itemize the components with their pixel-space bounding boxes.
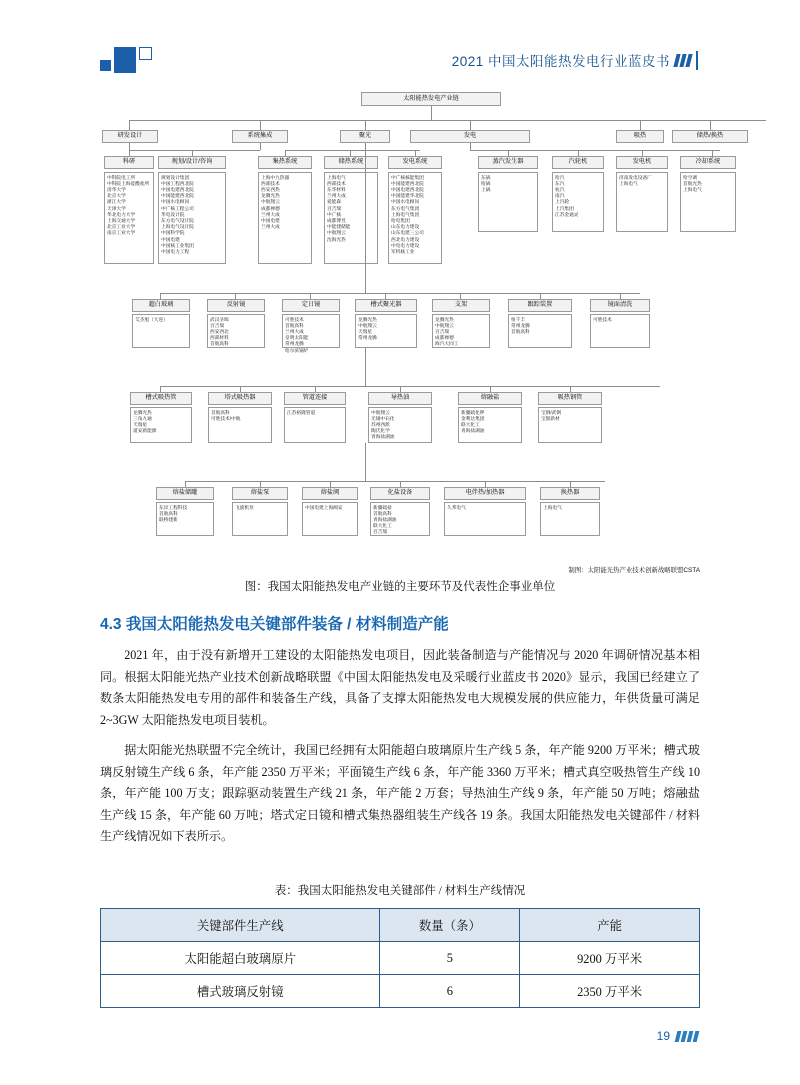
diagram-list-jire: 上海中九热器 西部技术 西安西热 龙腾光热 中航翔云 成都禅德 兰州大成 中国电建 兰州大成 xyxy=(258,172,312,264)
body-text xyxy=(100,645,700,857)
slash-bars-icon xyxy=(676,1031,700,1042)
diagram-credit: 制图：太阳能光热产业技术创新战略联盟CSTA xyxy=(568,567,700,574)
page-footer xyxy=(657,1029,700,1043)
diagram-l4-node-1: 塔式吸热器 xyxy=(208,392,272,405)
diagram-list-keyan: 中科院电工所 中科院上海硅酸盐所 清华大学 北京大学 浙江大学 天津大学 华北电力大学 上海交通大学 北京工业大学 南京工业大学 xyxy=(104,172,154,264)
table-header-cell-1: 数量（条） xyxy=(380,909,520,942)
book-logo-icon xyxy=(100,46,152,73)
diagram-l3-node-1: 反射镜 xyxy=(207,299,265,312)
diagram-list-qilun: 哈汽 东汽 杭汽 南汽 上汽轮 上汽集团 江苏金通灵 xyxy=(552,172,604,232)
diagram-l5-node-5: 换热器 xyxy=(540,487,600,500)
diagram-list-rongrong: 新疆硫化钾 金利达集团 联大化工 青海盐湖油 xyxy=(458,407,522,443)
diagram-l4-node-4: 熔融盐 xyxy=(458,392,522,405)
table-caption: 表：我国太阳能热发电关键部件 / 材料生产线情况 xyxy=(274,885,526,897)
diagram-list-lengque: 哈空调 首航光热 上海电气 xyxy=(680,172,736,232)
page-number: 19 xyxy=(656,1029,670,1043)
diagram-list-cao-xr: 龙腾光热 三角九通 天瑞星 道安新能源 xyxy=(130,407,192,443)
figure-caption: 图：我国太阳能热发电产业链的主要环节及代表性企事业单位 xyxy=(244,581,556,593)
diagram-l1-node-2: 聚光 xyxy=(340,130,390,143)
diagram-list-huanre: 上海电气 xyxy=(540,502,600,536)
diagram-list-chure: 上海电气 西部技术 东华材料 兰州大成 爱能森 百吉瑞 中广核 成都博昱 中能建储能 中航翔云 沈海光热 xyxy=(324,172,378,264)
diagram-list-chaobai: 艾杰旭（大连） xyxy=(132,314,190,348)
diagram-l4-node-0: 槽式吸热管 xyxy=(130,392,192,405)
diagram-list-dianban: 久邦电气 xyxy=(444,502,526,536)
diagram-l4-node-2: 管道连接 xyxy=(284,392,346,405)
diagram-list-zhengqi: 东锅 哈锅 上锅 xyxy=(478,172,538,232)
table-row xyxy=(101,942,700,975)
diagram-l4-node-3: 导热油 xyxy=(368,392,432,405)
diagram-l2-node-0: 科研 xyxy=(104,156,154,169)
diagram-list-jingmian: 可胜技术 xyxy=(590,314,650,348)
diagram-l2-node-7: 发电机 xyxy=(616,156,668,169)
diagram-list-gangguan: 宝钢/武钢 宝银新材 xyxy=(538,407,602,443)
table-cell-name: 太阳能超白玻璃原片 xyxy=(101,942,380,975)
diagram-list-genzong: 恒千丰 常州龙腾 首航高科 xyxy=(508,314,572,348)
paragraph-1: 2021 年，由于没有新增开工建设的太阳能热发电项目，因此装备制造与产能情况与 2020 年调研情况基本相同。根据太阳能光热产业技术创新战略联盟《中国太阳能热发电及采暖行业蓝皮书 2020》显示，我国已经建立了数条太阳能热发电专用的部件和装备生产线，具备了支撑太阳能热发电大规模发展的供应能力，年供货量可满足 2~3GW 太阳能热发电项目装机。 xyxy=(100,648,700,727)
diagram-list-fadianji: 济南发电设备厂 上海电气 xyxy=(616,172,668,232)
diagram-list-guandao: 江苏裕隆管道 xyxy=(284,407,346,443)
diagram-l1-node-3: 发电 xyxy=(410,130,530,143)
diagram-l5-node-4: 电伴热/加热器 xyxy=(444,487,526,500)
diagram-list-dingri: 可胜技术 首航高科 兰州大成 皇明太阳能 常州龙腾 哈尔滨锅炉 xyxy=(282,314,340,348)
diagram-l5-node-3: 化盐设备 xyxy=(370,487,430,500)
diagram-l1-node-5: 储热/换热 xyxy=(672,130,748,143)
diagram-l1-node-0: 研发设计 xyxy=(102,130,158,143)
diagram-l5-node-2: 熔盐阀 xyxy=(302,487,358,500)
diagram-list-ta-xr: 首航高科 可胜技术/中航 xyxy=(208,407,272,443)
paragraph-2: 据太阳能光热联盟不完全统计，我国已经拥有太阳能超白玻璃原片生产线 5 条，年产能 9200 万平米；槽式玻璃反射镜生产线 6 条，年产能 2350 万平米；平面镜生产线 6 条，年产能 3360 万平米；槽式真空吸热管生产线 10 条，年产能 100 万支；跟踪驱动装置生产线 21 条，年产能 2 万套；导热油生产线 9 条，年产能 50 万吨；熔融盐生产线 15 条，年产能 60 万吨；塔式定日镜和槽式集热器组装生产线各 19 条。我国太阳能热发电关键部件 / 材料生产线情况如下表所示。 xyxy=(100,743,700,844)
diagram-list-fa: 中国电建上海阀安 xyxy=(302,502,358,536)
table-cell-count: 5 xyxy=(380,942,520,975)
diagram-l2-node-3: 储热系统 xyxy=(324,156,378,169)
diagram-l2-node-8: 冷却系统 xyxy=(680,156,736,169)
diagram-l1-node-1: 系统集成 xyxy=(232,130,288,143)
diagram-l2-node-4: 发电系统 xyxy=(388,156,442,169)
table-cell-count: 6 xyxy=(380,975,520,1008)
production-line-table xyxy=(100,908,700,1008)
diagram-l3-node-4: 支架 xyxy=(432,299,490,312)
diagram-root-node: 太阳能热发电产业链 xyxy=(361,92,501,106)
diagram-list-caoshi: 龙腾光热 中航翔云 天瑞星 常州龙腾 xyxy=(355,314,417,348)
table-cell-capacity: 2350 万平米 xyxy=(520,975,700,1008)
diagram-l2-node-5: 蒸汽发生器 xyxy=(478,156,538,169)
slash-bars-icon xyxy=(675,51,701,70)
section-title: 4.3 我国太阳能热发电关键部件装备 / 材料制造产能 xyxy=(100,616,449,633)
diagram-l3-node-0: 超白玻璃 xyxy=(132,299,190,312)
diagram-l3-node-5: 跟踪装置 xyxy=(508,299,572,312)
industry-chain-diagram xyxy=(100,92,724,574)
diagram-l3-node-6: 镜面清洗 xyxy=(590,299,650,312)
table-header-cell-0: 关键部件生产线 xyxy=(101,909,380,942)
diagram-l5-node-0: 熔盐储罐 xyxy=(156,487,214,500)
diagram-list-daore: 中航翔云 无锡中石化 苏州西派 陶氏化学 青海盐湖油 xyxy=(368,407,432,443)
diagram-l5-node-1: 熔盐泵 xyxy=(232,487,288,500)
diagram-list-fadian: 中广核核能集团 中国能建西北院 中国电建西北院 中国能建华北院 中国水电顾问 东方电气集团 上海电气集团 哈电集团 山东电力建设 山东电建三公司 西北电力建设 中电电力建设 军机核工业 xyxy=(388,172,442,264)
diagram-list-huayan: 新疆硫盐 首航高科 青海盐湖油 联大化工 百吉瑞 xyxy=(370,502,430,536)
diagram-l4-node-5: 吸热钢管 xyxy=(538,392,602,405)
diagram-list-fanshe: 武汉圣晖 百吉瑞 西安西北 西部材料 首航高科 xyxy=(207,314,265,348)
diagram-list-chuguan: 东岸工程科技 首航高科 联桥建新 xyxy=(156,502,214,536)
diagram-l3-node-3: 槽式聚光器 xyxy=(355,299,417,312)
page-header xyxy=(0,36,800,82)
table-header-cell-2: 产能 xyxy=(520,909,700,942)
table-header-row xyxy=(101,909,700,942)
diagram-list-zhijia: 龙腾光热 中航翔云 百吉瑞 成都禅德 海汽大同工 xyxy=(432,314,490,348)
header-title: 2021 中国太阳能热发电行业蓝皮书 xyxy=(451,54,670,69)
diagram-l1-node-4: 吸热 xyxy=(616,130,664,143)
table-cell-name: 槽式玻璃反射镜 xyxy=(101,975,380,1008)
diagram-l2-node-1: 规划/设计/咨询 xyxy=(158,156,226,169)
diagram-list-guihua: 规划设计集团 中国工程西北院 中国电建西北院 中国能建西北院 中国水电顾问 中广核工程公司 华电设计院 东方电气设计院 上海电气设计院 中国科学院 中国电建 中国核工业集团 中国电力工程 xyxy=(158,172,226,264)
diagram-l2-node-6: 汽轮机 xyxy=(552,156,604,169)
table-row xyxy=(101,975,700,1008)
diagram-l3-node-2: 定日镜 xyxy=(282,299,340,312)
table-cell-capacity: 9200 万平米 xyxy=(520,942,700,975)
diagram-list-ben: 飞旋机泵 xyxy=(232,502,288,536)
diagram-l2-node-2: 集热系统 xyxy=(258,156,312,169)
